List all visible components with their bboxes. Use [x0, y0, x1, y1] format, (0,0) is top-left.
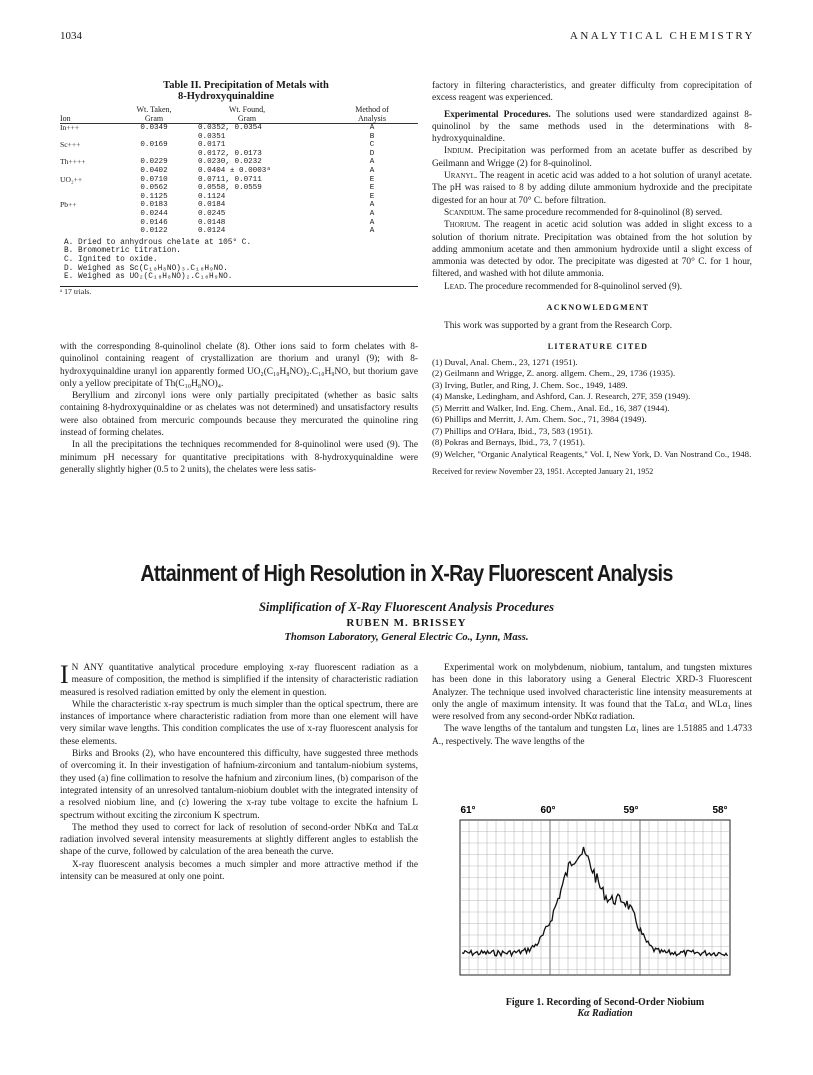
article-title: Attainment of High Resolution in X-Ray Fluorescent Analysis	[140, 560, 673, 586]
angle-labels	[460, 805, 727, 816]
reference-item: (7) Phillips and O'Hara, Ibid., 73, 583 (1951).	[432, 425, 593, 436]
section-heading: Experimental Procedures.	[444, 109, 551, 120]
paragraph-body: The reagent in acetic acid was added to a hot solution of uranyl acetate. The pH was raised to 8 by adding dilute ammonium hydroxide and the precipitate digested for an hour at 70° C. before filtration.	[432, 171, 752, 206]
table-notes	[60, 239, 418, 282]
table-cell-ion	[60, 184, 118, 193]
table-cell-taken	[118, 150, 190, 159]
table-row	[60, 210, 418, 219]
paragraph: Beryllium and zirconyl ions were only partially precipitated (whether as basic salts containing 8-hydroxyquinaldine or as chelates was not determined) and unsatisfactory results were also obtained from mercuric compounds because they mercurated the quinoline ring instead of forming chelates.	[60, 391, 418, 439]
left-column-bottom	[60, 662, 418, 883]
niobium-trace	[462, 847, 728, 956]
table-cell-found: 0.0171	[198, 141, 226, 150]
uranyl-paragraph	[432, 170, 752, 207]
reference-list	[432, 357, 752, 461]
reference-item: (6) Phillips and Merritt, J. Am. Chem. Soc., 71, 3984 (1949).	[432, 414, 647, 425]
table-cell-ion	[60, 227, 118, 236]
paragraph: In all the precipitations the techniques recommended for 8-quinolinol were used (9). The minimum pH necessary for quantitative precipitations with 8-hydroxyquinaldine were generally slightly higher (0.5 to 2 units), the chelates were less satis-	[60, 440, 418, 475]
reference-item: (9) Welcher, "Organic Analytical Reagents," Vol. I, New York, D. Van Nostrand Co., 1948.	[432, 448, 752, 459]
table-title-line1: Table II. Precipitation of Metals with	[163, 80, 329, 91]
table-note: A. Dried to anhydrous chelate at 105° C.	[64, 238, 252, 247]
table-cell-ion: Pb++	[60, 200, 77, 210]
paragraph: with the corresponding 8-quinolinol chelate (8). Other ions said to form chelates with 8-quinolinol containing reagent of crystallization are thorium and uranyl (9); with 8-hydroxyquinaldine uranyl ion apparently formed UO₂(C₁₀H₈NO)₂.C₁₀H₉NO, but thorium gave only a yellow precipitate of Th(C₁₀H₈NO)₄.	[60, 342, 418, 389]
table-cell-method: A	[369, 124, 375, 132]
subheading: Uranyl.	[444, 171, 478, 182]
reference-item: (5) Merritt and Walker, Ind. Eng. Chem., Anal. Ed., 16, 387 (1944).	[432, 402, 670, 413]
table-cell-taken: 0.0229	[140, 158, 168, 167]
drop-cap: I	[60, 660, 69, 689]
figure-caption	[450, 997, 760, 1019]
chart-grid	[460, 820, 730, 975]
table-note: E. Weighed as UO₂(C₁₀H₈NO)₂.C₁₀H₉NO.	[64, 273, 233, 282]
table-cell-taken: 0.0183	[140, 201, 168, 210]
table-body	[60, 124, 418, 236]
acknowledgment-heading: ACKNOWLEDGMENT	[546, 303, 650, 313]
table-cell-found: 0.0172, 0.0173	[198, 149, 262, 158]
table-cell-method: A	[369, 166, 375, 175]
reference-item: (3) Irving, Butler, and Ring, J. Chem. Soc., 1949, 1489.	[432, 379, 628, 390]
left-column-top	[60, 341, 418, 476]
paragraph-body: The same procedure recommended for 8-quinolinol (8) served.	[484, 207, 723, 218]
table-cell-found: 0.0245	[198, 209, 226, 218]
subheading: Indium.	[444, 146, 474, 157]
paragraph-body: The solutions used were standardized against 8-quinolinol by the same methods used in the determinations with 8-hydroxyquinaldine.	[432, 109, 752, 145]
table-cell-found: 0.0351	[198, 132, 226, 141]
table-cell-ion: In+++	[60, 123, 80, 132]
table-cell-method: D	[369, 149, 375, 158]
table-cell-taken: 0.0122	[140, 227, 168, 236]
table-row	[60, 158, 418, 167]
table-cell-method: B	[369, 132, 375, 141]
table-cell-taken	[118, 133, 190, 142]
paragraph-body: N ANY quantitative analytical procedure employing x-ray fluorescent radiation as a measure of composition, the method is simplified if the intensity of characteristic radiation measured is resolved radiation emitted by only the element in question.	[60, 663, 418, 698]
table-title-line2: 8-Hydroxyquinaldine	[177, 91, 275, 102]
table-cell-ion: Th++++	[60, 157, 86, 167]
table-cell-method: A	[369, 227, 375, 236]
table-cell-found: 0.0404 ± 0.0003ᵃ	[198, 166, 271, 175]
subheading: Lead.	[444, 281, 467, 292]
subheading: Thorium.	[444, 220, 481, 231]
subheading: Scandium.	[444, 207, 485, 218]
journal-title: ANALYTICAL CHEMISTRY	[569, 30, 755, 42]
table-cell-taken: 0.0169	[140, 141, 168, 150]
caption-line2: Kα Radiation	[577, 1008, 633, 1019]
table-cell-method: E	[369, 192, 375, 201]
article-subtitle: Simplification of X-Ray Fluorescent Analysis Procedures	[258, 600, 555, 614]
table-cell-method: E	[369, 175, 375, 184]
table-row	[60, 193, 418, 202]
reference-item: (4) Manske, Ledingham, and Ashford, Can. J. Research, 27F, 359 (1949).	[432, 391, 691, 402]
literature-heading: LITERATURE CITED	[547, 341, 649, 351]
table-cell-found: 0.0184	[198, 201, 226, 210]
author: RUBEN M. BRISSEY	[346, 617, 467, 629]
table-cell-taken: 0.0562	[140, 184, 168, 193]
paragraph: X-ray fluorescent analysis becomes a much simpler and more attractive method if the intensity can be measured at only one point.	[60, 859, 418, 883]
table-rule	[60, 286, 418, 287]
table-cell-method: A	[369, 218, 375, 227]
table-note: D. Weighed as Sc(C₁₀H₈NO)₃.C₁₀H₉NO.	[64, 264, 228, 273]
table-title	[60, 80, 418, 102]
col-ion: Ion	[60, 106, 118, 124]
right-column-top	[432, 80, 752, 479]
table-cell-found: 0.0124	[198, 227, 226, 236]
reference-item: (2) Geilmann and Wrigge, Z. anorg. allgem. Chem., 29, 1736 (1935).	[432, 368, 676, 379]
precipitation-table	[60, 106, 418, 236]
paragraph: factory in filtering characteristics, and greater difficulty from coprecipitation of excess reagent was experienced.	[432, 81, 752, 104]
table-cell-taken: 0.0402	[140, 166, 168, 175]
acknowledgment-text: This work was supported by a grant from the Research Corp.	[444, 321, 673, 332]
table-row	[60, 133, 418, 142]
lead-paragraph	[432, 281, 752, 293]
paragraph-body: The reagent in acetic acid solution was added in slight excess to a solution of thorium nitrate. Precipitation was obtained from the hot solution by adding ammonium acetate and then ammonium hydroxide until a slight excess of ammonia was detected by odor. The precipitate was digested at 70° C. for 1 hour, filtered, and washed with hot dilute ammonia.	[432, 220, 752, 280]
table-row	[60, 167, 418, 176]
table-footnote: ᵃ 17 trials.	[60, 286, 92, 296]
table-cell-method: A	[369, 201, 375, 210]
table-row	[60, 219, 418, 228]
paragraph-body: The procedure recommended for 8-quinolinol served (9).	[466, 281, 683, 292]
intro-paragraph	[60, 662, 418, 699]
paragraph: Birks and Brooks (2), who have encountered this difficulty, have suggested three methods of overcoming it. In their investigation of hafnium-zirconium and tantalum-niobium systems, they used (a) fine collimation to resolve the hafnium and zirconium lines, (b) comparison of the integrated intensity of an unresolved tantalum-niobium doublet with the integrated intensity of a resolved niobium line, and (c) lowering the x-ray tube voltage to excite the hafnium L spectrum without exciting the zirconium K spectrum.	[60, 749, 418, 821]
figure-1-recording	[420, 800, 765, 990]
reference-item: (1) Duval, Anal. Chem., 23, 1271 (1951).	[432, 356, 578, 367]
table-row	[60, 176, 418, 185]
angle-label: 61°	[460, 805, 476, 816]
table-cell-method: A	[369, 158, 375, 167]
table-row	[60, 227, 418, 236]
table-ii	[60, 80, 418, 296]
angle-label: 58°	[712, 805, 728, 816]
table-cell-ion: UO₂++	[60, 174, 83, 184]
table-note: B. Bromometric titration.	[64, 247, 181, 256]
paragraph: Experimental work on molybdenum, niobium, tantalum, and tungsten mixtures has been done in this laboratory using a General Electric XRD-3 Fluorescent Analyzer. The technique used involved characteristic line intensity measurements at only the angle of maximum intensity. It was found that the TaLα₁ and WLα₁ lines were resolved from any second-order NbKα radiation.	[432, 663, 752, 723]
table-cell-taken: 0.0710	[140, 175, 168, 184]
right-column-bottom	[432, 662, 752, 748]
angle-label: 60°	[540, 805, 556, 816]
table-cell-ion: Sc+++	[60, 140, 81, 150]
table-row	[60, 150, 418, 159]
table-cell-ion	[60, 219, 118, 228]
experimental-paragraph	[432, 109, 752, 146]
table-cell-found: 0.0711, 0.0711	[198, 175, 262, 184]
thorium-paragraph	[432, 219, 752, 280]
table-cell-taken: 0.0349	[140, 124, 168, 132]
col-taken: Wt. Taken, Gram	[118, 106, 190, 124]
table-cell-found: 0.0558, 0.0559	[198, 184, 262, 193]
table-cell-taken: 0.0244	[140, 209, 168, 218]
table-row	[60, 124, 418, 133]
paragraph: The method they used to correct for lack of resolution of second-order NbKα and TaLα radiation involved several intensity measurements at slightly different angles to establish the shape of the curve, followed by calculation of the area beneath the curve.	[60, 822, 418, 858]
table-note: C. Ignited to oxide.	[64, 255, 158, 264]
table-row	[60, 184, 418, 193]
affiliation: Thomson Laboratory, General Electric Co., Lynn, Mass.	[284, 632, 529, 643]
table-cell-method: A	[369, 209, 375, 218]
caption-line1: Figure 1. Recording of Second-Order Niobium	[505, 997, 705, 1008]
paragraph-body: Precipitation was performed from an acetate buffer as described by Geilmann and Wrigge (2) for 8-quinolinol.	[432, 146, 752, 169]
table-cell-found: 0.0148	[198, 218, 226, 227]
table-cell-found: 0.0352, 0.0354	[198, 124, 262, 132]
scandium-paragraph	[432, 207, 752, 219]
reference-item: (8) Pokras and Bernays, Ibid., 73, 7 (1951).	[432, 437, 585, 448]
col-found: Wt. Found, Gram	[190, 106, 296, 124]
table-cell-found: 0.1124	[198, 192, 226, 201]
table-row	[60, 201, 418, 210]
received-note: Received for review November 23, 1951. Accepted January 21, 1952	[432, 467, 654, 477]
table-cell-method: E	[369, 184, 375, 193]
table-row	[60, 141, 418, 150]
col-method: Method of Analysis	[296, 106, 418, 124]
table-cell-method: C	[369, 141, 375, 150]
paragraph: The wave lengths of the tantalum and tungsten Lα₁ lines are 1.51885 and 1.4733 A., respectively. The wave lengths of the	[432, 724, 752, 747]
table-cell-found: 0.0230, 0.0232	[198, 158, 262, 167]
page-number: 1034	[60, 30, 82, 42]
table-cell-taken: 0.1125	[140, 192, 168, 201]
indium-paragraph	[432, 145, 752, 170]
table-cell-ion	[60, 210, 118, 219]
angle-label: 59°	[623, 805, 639, 816]
table-cell-taken: 0.0146	[140, 218, 168, 227]
paragraph: While the characteristic x-ray spectrum is much simpler than the optical spectrum, there are instances of importance where characteristic radiation from more than one element will have very similar wave lengths. This condition complicates the use of x-ray fluorescent analysis for these elements.	[60, 699, 418, 747]
